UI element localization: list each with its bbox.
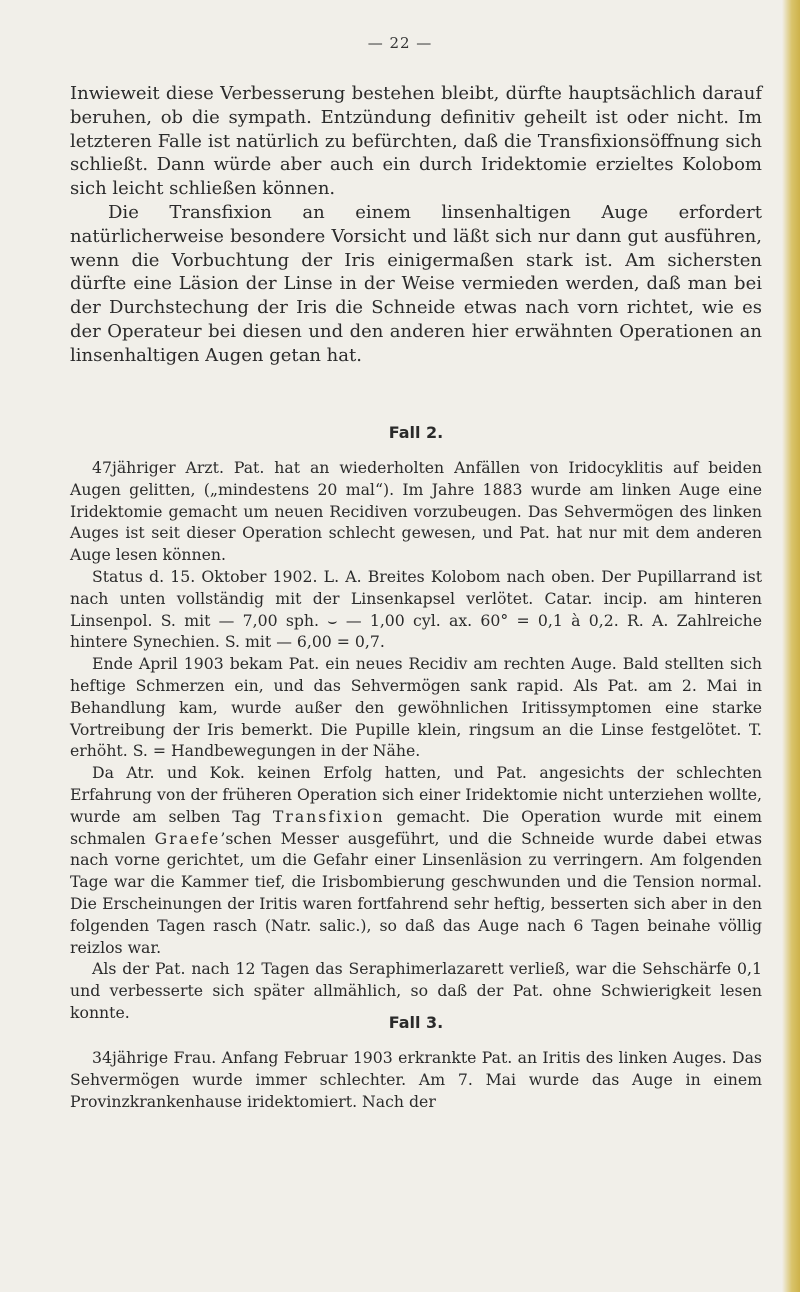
case-fall-3: [70, 1013, 762, 1112]
case-heading-fall-3: Fall 3.: [388, 1013, 444, 1032]
fall-2-p4-part-c: ’schen Messer ausgeführt, und die Schneide wurde dabei etwas nach vorne gerichtet, um die Gefahr einer Linsenläsion zu verringern. Am folgenden Tage war die Kammer tief, die Irisbombierung geschwunden und die Tension normal. Die Erscheinungen der Iritis waren fortfahrend sehr heftig, besserten sich aber in den folgenden Tagen rasch (Natr. salic.), so daß das Auge nach 6 Tagen beinahe völlig reizlos war.: [70, 828, 762, 957]
transfixion-emphasis: Transfixion: [272, 806, 385, 826]
fall-3-paragraph-1: 34jährige Frau. Anfang Februar 1903 erkrankte Pat. an Iritis des linken Auges. Das Sehvermögen wurde immer schlechter. Am 7. Mai wurde das Auge in einem Provinzkrankenhause iridektomiert. Nach der: [70, 1048, 762, 1111]
intro-section: [70, 82, 762, 368]
fall-2-paragraph-1: 47jähriger Arzt. Pat. hat an wiederholten Anfällen von Iridocyklitis auf beiden Augen gelitten, („mindestens 20 mal“). Im Jahre 1883 wurde am linken Auge eine Iridektomie gemacht um neuen Recidiven vorzubeugen. Das Sehvermögen des linken Auges ist seit dieser Operation schlecht gewesen, und Pat. hat nur mit dem anderen Auge lesen können.: [70, 458, 762, 565]
graefe-emphasis: Graefe: [154, 828, 221, 848]
case-fall-2: [70, 423, 762, 1024]
fall-2-paragraph-4: [70, 762, 762, 958]
fall-2-paragraph-3: Ende April 1903 bekam Pat. ein neues Recidiv am rechten Auge. Bald stellten sich heftige Schmerzen ein, und das Sehvermögen sank rapid. Als Pat. am 2. Mai in Behandlung kam, wurde außer den gewöhnlichen Iritissymptomen eine starke Vortreibung der Iris bemerkt. Die Pupille klein, ringsum an die Linse festgelötet. T. erhöht. S. = Handbewegungen in der Nähe.: [70, 654, 762, 761]
intro-paragraph-1: Inwieweit diese Verbesserung bestehen bleibt, dürfte hauptsächlich darauf beruhen, ob die sympath. Entzündung definitiv geheilt ist oder nicht. Im letzteren Falle ist natürlich zu befürchten, daß die Transfixionsöffnung sich schließt. Dann würde aber auch ein durch Iridektomie erzieltes Kolobom sich leicht schließen können.: [70, 83, 762, 200]
case-heading-fall-2: Fall 2.: [388, 423, 444, 442]
page-number: — 22 —: [367, 34, 433, 52]
fall-2-paragraph-2: Status d. 15. Oktober 1902. L. A. Breites Kolobom nach oben. Der Pupillarrand ist nach unten vollständig mit der Linsenkapsel verlötet. Catar. incip. am hinteren Linsenpol. S. mit — 7,00 sph. ⌣ — 1,00 cyl. ax. 60° = 0,1 à 0,2. R. A. Zahlreiche hintere Synechien. S. mit — 6,00 = 0,7.: [70, 566, 762, 652]
fall-2-p4-part-a: Da Atr. und Kok. keinen Erfolg hatten, und Pat. angesichts der schlechten Erfahrung von der früheren Operation sich einer Iridektomie nicht unterziehen wollte, wurde am selben Tag: [70, 763, 762, 826]
page-edge: [782, 0, 800, 1292]
fall-2-paragraph-5: Als der Pat. nach 12 Tagen das Seraphimerlazarett verließ, war die Sehschärfe 0,1 und verbesserte sich später allmählich, so daß der Pat. ohne Schwierigkeit lesen konnte.: [70, 959, 762, 1022]
fall-2-p4-part-b: gemacht. Die Operation wurde mit einem schmalen: [70, 806, 762, 848]
intro-paragraph-2: Die Transfixion an einem linsenhaltigen Auge erfordert natürlicherweise besondere Vorsicht und läßt sich nur dann gut ausführen, wenn die Vorbuchtung der Iris einigermaßen stark ist. Am sichersten dürfte eine Läsion der Linse in der Weise vermieden werden, daß man bei der Durchstechung der Iris die Schneide etwas nach vorn richtet, wie es der Operateur bei diesen und den anderen hier erwähnten Operationen an linsenhaltigen Augen getan hat.: [70, 201, 762, 366]
